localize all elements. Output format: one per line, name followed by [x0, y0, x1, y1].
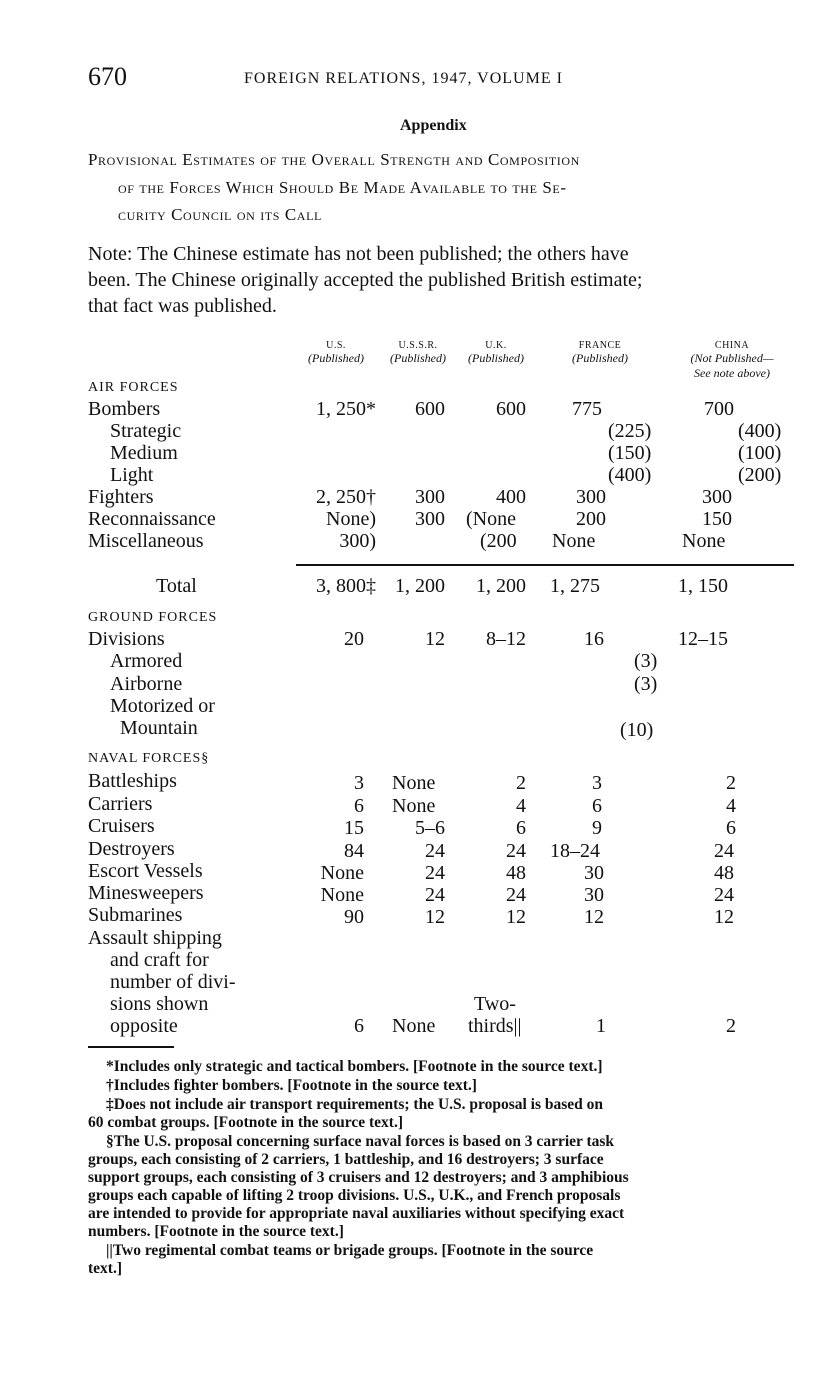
column-country: U.S.	[326, 340, 346, 351]
row-label: Divisions	[88, 628, 165, 650]
cell-uk: 12	[506, 906, 526, 928]
cell-france: 1	[596, 1015, 606, 1037]
row-label: Medium	[110, 442, 178, 464]
column-country: FRANCE	[578, 340, 622, 351]
cell-ussr: 300	[415, 486, 445, 508]
cell-us: 2, 250†	[316, 486, 376, 508]
cell-uk: 8–12	[486, 628, 526, 650]
cell-france: 775	[572, 398, 602, 420]
note-line-1: Note: The Chinese estimate has not been published; the others have	[88, 243, 629, 265]
cell-china: 12	[714, 906, 734, 928]
page-number: 670	[88, 62, 127, 91]
column-heading-france	[560, 340, 640, 366]
row-label: Light	[110, 464, 154, 486]
footnote-line: numbers. [Footnote in the source text.]	[88, 1223, 344, 1240]
section-heading-air: AIR FORCES	[88, 380, 179, 395]
cell-us: 90	[344, 906, 364, 928]
column-status: (Not Published—	[690, 351, 774, 365]
footnote-line: groups each capable of lifting 2 troop divisions. U.S., U.K., and French proposals	[88, 1187, 621, 1204]
cell-china: 1, 150	[678, 575, 728, 597]
cell-france: 16	[584, 628, 604, 650]
column-heading-ussr	[378, 340, 458, 366]
cell-ussr: 1, 200	[395, 575, 445, 597]
table-title-line-3: curity Council on its Call	[118, 205, 322, 224]
row-label: Fighters	[88, 486, 154, 508]
cell-france: None	[552, 530, 596, 552]
cell-france: 30	[584, 884, 604, 906]
column-country: U.S.S.R.	[398, 340, 438, 351]
cell-ussr: 12	[425, 628, 445, 650]
cell-ussr: None	[392, 1015, 436, 1037]
note-line-3: that fact was published.	[88, 295, 277, 317]
row-label-line-2: and craft for	[110, 949, 209, 971]
cell-uk: (None	[466, 508, 516, 530]
cell-france: 1, 275	[550, 575, 600, 597]
cell-france: (3)	[634, 673, 658, 695]
cell-france: (225)	[608, 420, 652, 442]
cell-china: 700	[704, 398, 734, 420]
footnote-rule	[88, 1046, 174, 1048]
row-label: Escort Vessels	[88, 860, 203, 882]
cell-us: 6	[354, 795, 364, 817]
table-title-line-2: of the Forces Which Should Be Made Available to the Se-	[118, 178, 567, 197]
row-label: Submarines	[88, 904, 183, 926]
cell-us: 15	[344, 817, 364, 839]
cell-ussr: 300	[415, 508, 445, 530]
cell-us: 6	[354, 1015, 364, 1037]
footnote-line: are intended to provide for appropriate naval auxiliaries without specifying exact	[88, 1205, 625, 1222]
cell-ussr: 24	[425, 862, 445, 884]
cell-france: 3	[592, 772, 602, 794]
row-label: Motorized or	[110, 695, 215, 717]
cell-ussr: 600	[415, 398, 445, 420]
row-label: Cruisers	[88, 815, 155, 837]
cell-uk: 1, 200	[476, 575, 526, 597]
cell-ussr: None	[392, 772, 436, 794]
cell-france: 6	[592, 795, 602, 817]
footnote-line: support groups, each consisting of 3 cruisers and 12 destroyers; and 3 amphibious	[88, 1169, 629, 1186]
row-label: Strategic	[110, 420, 182, 442]
cell-ussr: 24	[425, 884, 445, 906]
footnote-line: ‡Does not include air transport requirements; the U.S. proposal is based on	[106, 1096, 604, 1113]
footnote-line: groups, each consisting of 2 carriers, 1 battleship, and 16 destroyers; 3 surface	[88, 1151, 604, 1168]
footnote-line: §The U.S. proposal concerning surface naval forces is based on 3 carrier task	[106, 1133, 615, 1150]
cell-china: 24	[714, 884, 734, 906]
cell-uk: 2	[516, 772, 526, 794]
cell-ussr: 12	[425, 906, 445, 928]
cell-us: 1, 250*	[316, 398, 376, 420]
cell-us: None)	[326, 508, 376, 530]
footnote-line: *Includes only strategic and tactical bombers. [Footnote in the source text.]	[106, 1058, 603, 1075]
row-label: Reconnaissance	[88, 508, 216, 530]
row-label: Minesweepers	[88, 882, 204, 904]
table-title-line-1: Provisional Estimates of the Overall Strength and Composition	[88, 150, 580, 169]
cell-us: 20	[344, 628, 364, 650]
column-status: (Published)	[390, 351, 446, 365]
cell-china: (400)	[738, 420, 782, 442]
row-label-line-4: sions shown	[110, 993, 209, 1015]
cell-uk: (200	[480, 530, 517, 552]
cell-uk: 24	[506, 884, 526, 906]
cell-china: 300	[702, 486, 732, 508]
footnote-line: †Includes fighter bombers. [Footnote in the source text.]	[106, 1077, 477, 1094]
cell-uk: 48	[506, 862, 526, 884]
cell-uk: 400	[496, 486, 526, 508]
column-status: (Published)	[468, 351, 524, 365]
cell-france: (150)	[608, 442, 652, 464]
section-title: Appendix	[400, 117, 467, 134]
footnote-line: ||Two regimental combat teams or brigade groups. [Footnote in the source	[106, 1242, 594, 1259]
row-label: Carriers	[88, 793, 153, 815]
cell-uk: 24	[506, 840, 526, 862]
cell-france: (10)	[620, 719, 654, 741]
cell-france: (400)	[608, 464, 652, 486]
column-heading-us	[296, 340, 376, 366]
cell-china: (200)	[738, 464, 782, 486]
note-line-2: been. The Chinese originally accepted the published British estimate;	[88, 269, 643, 291]
cell-china: 4	[726, 795, 736, 817]
cell-france: 18–24	[550, 840, 600, 862]
row-label: Miscellaneous	[88, 530, 204, 552]
cell-uk-line-1: Two-	[474, 993, 516, 1015]
cell-france: 9	[592, 817, 602, 839]
cell-china: 6	[726, 817, 736, 839]
column-status: (Published)	[308, 351, 364, 365]
cell-uk: 4	[516, 795, 526, 817]
row-label-line-3: number of divi-	[110, 971, 236, 993]
cell-us: None	[320, 884, 364, 906]
footnote-line: text.]	[88, 1260, 122, 1277]
total-rule	[296, 564, 794, 566]
column-status-line-2: See note above)	[694, 366, 770, 380]
cell-china: None	[682, 530, 726, 552]
cell-us: 84	[344, 840, 364, 862]
row-label: Airborne	[110, 673, 183, 695]
cell-france: 300	[576, 486, 606, 508]
cell-france: 30	[584, 862, 604, 884]
cell-china: 12–15	[678, 628, 728, 650]
cell-china: 24	[714, 840, 734, 862]
cell-us: 300)	[339, 530, 376, 552]
column-heading-uk	[456, 340, 536, 366]
footnote-line: 60 combat groups. [Footnote in the source text.]	[88, 1114, 403, 1131]
row-label: Armored	[110, 650, 183, 672]
cell-ussr: None	[392, 795, 436, 817]
row-label: Destroyers	[88, 838, 175, 860]
row-label: Assault shipping	[88, 927, 222, 949]
cell-us: None	[320, 862, 364, 884]
row-label: Total	[156, 575, 197, 597]
row-label-line-2: Mountain	[120, 717, 198, 739]
cell-ussr: 5–6	[415, 817, 445, 839]
column-country: CHINA	[714, 340, 750, 351]
cell-uk-line-2: thirds||	[468, 1015, 522, 1037]
row-label-line-5: opposite	[110, 1015, 178, 1037]
cell-france: 200	[576, 508, 606, 530]
cell-uk: 6	[516, 817, 526, 839]
cell-china: 150	[702, 508, 732, 530]
cell-uk: 600	[496, 398, 526, 420]
row-label: Bombers	[88, 398, 161, 420]
cell-us: 3	[354, 772, 364, 794]
cell-china: 2	[726, 772, 736, 794]
row-label: Battleships	[88, 770, 177, 792]
column-heading-china	[662, 340, 802, 381]
section-heading-ground: GROUND FORCES	[88, 610, 218, 625]
column-country: U.K.	[485, 340, 507, 351]
section-heading-naval: NAVAL FORCES§	[88, 751, 210, 766]
cell-us: 3, 800‡	[316, 575, 376, 597]
cell-ussr: 24	[425, 840, 445, 862]
cell-france: (3)	[634, 650, 658, 672]
cell-china: (100)	[738, 442, 782, 464]
cell-china: 2	[726, 1015, 736, 1037]
cell-china: 48	[714, 862, 734, 884]
running-head: FOREIGN RELATIONS, 1947, VOLUME I	[244, 70, 563, 87]
cell-france: 12	[584, 906, 604, 928]
column-status: (Published)	[572, 351, 628, 365]
